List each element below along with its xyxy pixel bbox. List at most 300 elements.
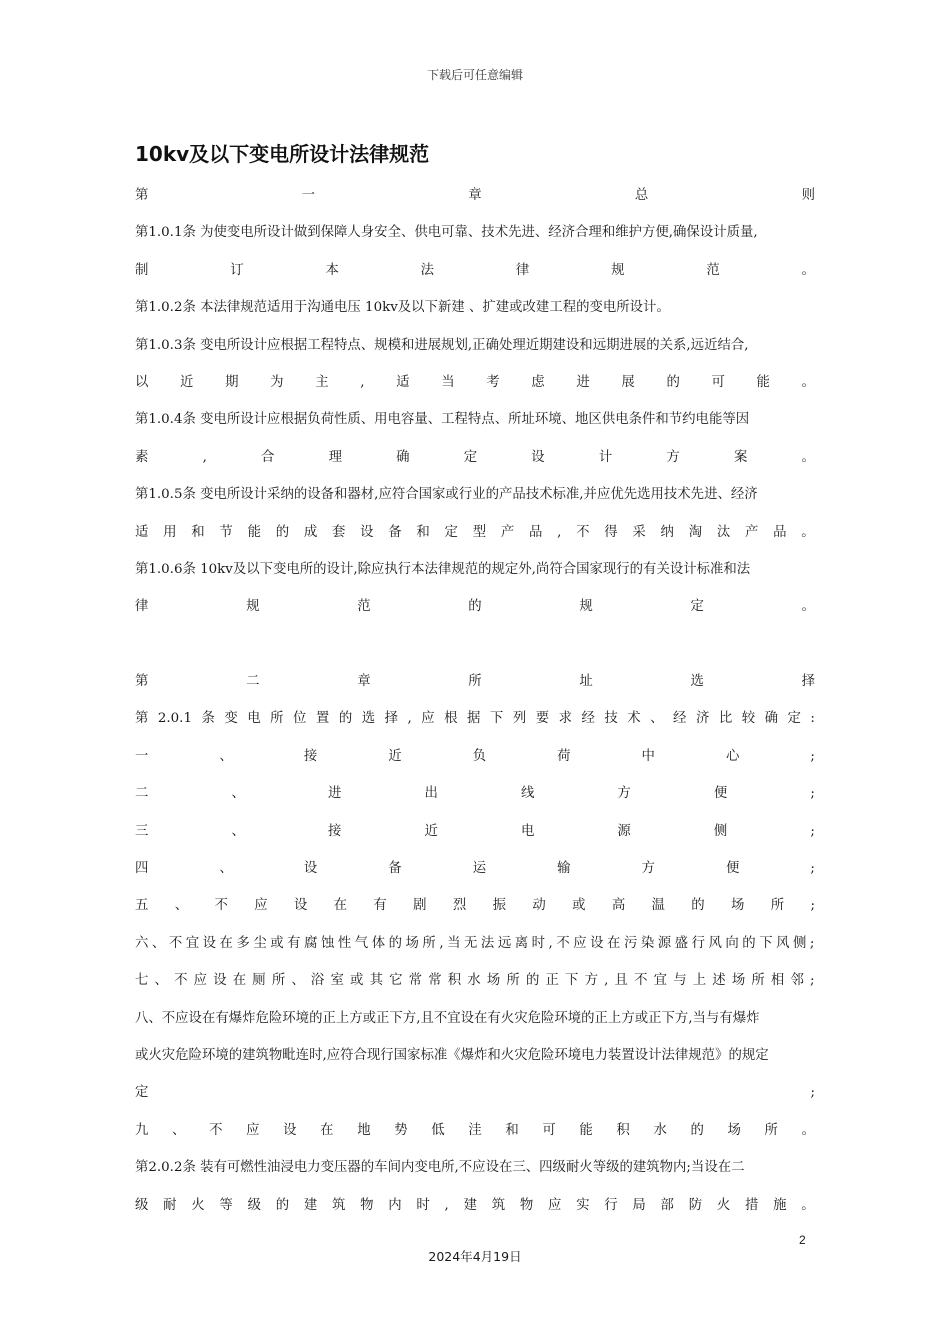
text-segment: ; bbox=[810, 973, 815, 989]
text-line bbox=[135, 367, 815, 404]
text-segment: 荷 bbox=[557, 748, 571, 764]
text-segment: 与 bbox=[673, 973, 687, 989]
text-segment: 电 bbox=[520, 823, 535, 839]
text-segment: 所 bbox=[271, 973, 286, 989]
text-segment: 物 bbox=[360, 1197, 374, 1213]
text-segment: 纳 bbox=[660, 524, 674, 540]
text-segment: 方 bbox=[641, 861, 655, 877]
text-segment: 品 bbox=[773, 524, 787, 540]
text-segment: 当 bbox=[447, 935, 461, 951]
text-segment: 总 bbox=[634, 188, 649, 203]
text-line: 第1.0.5条 变电所设计采纳的设备和器材,应符合国家或行业的产品技术标准,并应优先选用技术先进、经济 bbox=[135, 487, 758, 503]
text-segment: 和 bbox=[505, 1122, 519, 1138]
text-segment: 腐 bbox=[304, 935, 318, 951]
text-segment: 不 bbox=[174, 973, 188, 989]
text-segment: 性 bbox=[337, 935, 352, 951]
text-segment: 应 bbox=[246, 1122, 260, 1138]
text-segment: 下 bbox=[565, 973, 579, 989]
text-segment: 选 bbox=[361, 711, 376, 727]
text-segment: 行 bbox=[691, 935, 705, 951]
text-segment: 低 bbox=[431, 1122, 445, 1138]
text-segment: 淘 bbox=[688, 524, 703, 540]
text-segment: 防 bbox=[688, 1197, 703, 1213]
text-segment: 染 bbox=[640, 935, 655, 951]
text-segment: 所 bbox=[506, 973, 520, 989]
text-segment: 、 bbox=[291, 973, 305, 989]
text-segment: 水 bbox=[653, 1122, 667, 1138]
text-segment: , bbox=[360, 374, 365, 390]
text-segment: 、 bbox=[174, 898, 189, 914]
text-segment: 侧 bbox=[793, 935, 807, 951]
text-segment: 可 bbox=[542, 1122, 556, 1138]
text-segment: 成 bbox=[303, 524, 318, 540]
text-segment: 。 bbox=[801, 524, 815, 540]
text-segment: 向 bbox=[725, 935, 739, 951]
text-segment: 二 bbox=[135, 786, 149, 802]
page-header: 下载后可任意编辑 bbox=[426, 68, 523, 82]
text-segment: 节 bbox=[219, 524, 233, 540]
text-segment: 耐 bbox=[163, 1197, 177, 1213]
text-segment: 第 bbox=[135, 188, 149, 203]
text-segment: 术 bbox=[627, 711, 641, 727]
text-line: 第1.0.6条 10kv及以下变电所的设计,除应执行本法律规范的规定外,尚符合国家现行的有关设计标准和法 bbox=[135, 561, 751, 577]
text-segment: 考 bbox=[486, 374, 500, 390]
text-segment: 积 bbox=[616, 1122, 630, 1138]
text-segment: 势 bbox=[394, 1122, 408, 1138]
text-segment: 常 bbox=[408, 973, 423, 989]
text-segment: 不 bbox=[556, 935, 570, 951]
text-segment: 离 bbox=[514, 935, 529, 951]
text-segment: 定 bbox=[135, 1085, 149, 1101]
text-segment: 品 bbox=[528, 524, 543, 540]
text-segment: 接 bbox=[303, 748, 318, 764]
text-segment: 室 bbox=[330, 973, 344, 989]
text-segment: 常 bbox=[428, 973, 442, 989]
text-segment: 场 bbox=[727, 1122, 741, 1138]
text-line: 八、不应设在有爆炸危险环境的正上方或正下方,且不宜设在有火灾危险环境的正上方或正下方,当与有爆炸 bbox=[135, 1010, 760, 1026]
text-segment: 一 bbox=[301, 188, 316, 203]
text-segment: 定 bbox=[444, 524, 458, 540]
text-segment: 较 bbox=[741, 711, 756, 727]
text-segment: ; bbox=[810, 861, 815, 877]
text-segment: 洼 bbox=[468, 1122, 482, 1138]
text-segment: 六 bbox=[135, 935, 149, 951]
text-segment: ; bbox=[809, 935, 815, 951]
text-segment: 所 bbox=[468, 674, 482, 690]
text-segment: 运 bbox=[472, 861, 487, 877]
text-segment: 行 bbox=[604, 1197, 618, 1213]
text-segment: 和 bbox=[416, 524, 430, 540]
text-segment: 时 bbox=[416, 1197, 430, 1213]
text-segment: 用 bbox=[163, 524, 177, 540]
text-line bbox=[135, 778, 815, 815]
text-segment: 合 bbox=[261, 449, 275, 465]
text-segment: 在 bbox=[607, 935, 621, 951]
text-segment: 选 bbox=[690, 674, 704, 690]
text-segment: , bbox=[444, 1197, 449, 1213]
text-segment: 所 bbox=[770, 898, 785, 914]
text-segment: , bbox=[548, 935, 553, 951]
text-segment: 四 bbox=[135, 861, 149, 877]
text-segment: 盛 bbox=[674, 935, 689, 951]
text-segment: 筑 bbox=[491, 1197, 506, 1213]
text-segment: 电 bbox=[247, 711, 261, 727]
text-segment: 上 bbox=[692, 973, 707, 989]
text-segment: 为 bbox=[270, 374, 284, 390]
text-segment: 备 bbox=[388, 524, 402, 540]
text-segment: 下 bbox=[489, 711, 504, 727]
text-segment: 设 bbox=[293, 898, 308, 914]
text-segment: 、 bbox=[151, 935, 166, 951]
text-segment: 章 bbox=[357, 674, 371, 690]
text-segment: 律 bbox=[135, 599, 149, 615]
text-segment: 宜 bbox=[185, 935, 200, 951]
text-segment: 在 bbox=[232, 973, 247, 989]
text-segment: 一 bbox=[135, 748, 149, 764]
text-segment: 邻 bbox=[790, 973, 804, 989]
text-segment: 建 bbox=[303, 1197, 318, 1213]
text-segment: 。 bbox=[801, 599, 815, 615]
text-segment: 且 bbox=[614, 973, 628, 989]
text-segment: 五 bbox=[135, 898, 149, 914]
text-segment: 择 bbox=[384, 711, 398, 727]
text-segment: 蚀 bbox=[320, 935, 335, 951]
text-segment: 地 bbox=[357, 1122, 371, 1138]
text-segment: 在 bbox=[333, 898, 348, 914]
document-title: 10kv及以下变电所设计法律规范 bbox=[135, 142, 430, 166]
text-segment: 负 bbox=[472, 748, 487, 764]
text-segment: 本 bbox=[325, 262, 339, 278]
text-segment: 心 bbox=[725, 748, 740, 764]
text-segment: 多 bbox=[236, 935, 250, 951]
text-segment: 规 bbox=[246, 599, 260, 615]
text-segment: 、 bbox=[154, 973, 168, 989]
text-segment: 规 bbox=[611, 262, 625, 278]
text-segment: 不 bbox=[168, 935, 183, 951]
text-segment: 浴 bbox=[310, 973, 325, 989]
text-segment: 择 bbox=[801, 674, 815, 690]
text-segment: 级 bbox=[247, 1197, 261, 1213]
text-segment: 所 bbox=[422, 935, 436, 951]
text-segment: 计 bbox=[598, 449, 613, 465]
text-segment: 确 bbox=[396, 449, 410, 465]
text-segment: 它 bbox=[389, 973, 403, 989]
text-segment: 可 bbox=[711, 374, 725, 390]
text-segment: 施 bbox=[773, 1197, 787, 1213]
text-segment: 当 bbox=[441, 374, 455, 390]
text-segment: 其 bbox=[369, 973, 383, 989]
text-segment: 局 bbox=[632, 1197, 646, 1213]
text-segment: 厕 bbox=[252, 973, 266, 989]
text-segment: 在 bbox=[320, 1122, 334, 1138]
text-segment: 设 bbox=[213, 973, 227, 989]
text-segment: 不 bbox=[214, 898, 228, 914]
text-segment: 汰 bbox=[716, 524, 731, 540]
text-segment: 的 bbox=[338, 711, 353, 727]
text-line bbox=[135, 703, 815, 740]
text-segment: 或 bbox=[270, 935, 284, 951]
text-segment: 二 bbox=[246, 674, 260, 690]
text-segment: 不 bbox=[576, 524, 590, 540]
text-segment: 远 bbox=[497, 935, 512, 951]
text-segment: 应 bbox=[573, 935, 587, 951]
text-segment: 措 bbox=[744, 1197, 759, 1213]
text-segment: 、 bbox=[219, 748, 233, 764]
text-segment: 相 bbox=[770, 973, 785, 989]
text-segment: 采 bbox=[632, 524, 646, 540]
blank-line bbox=[135, 629, 815, 666]
text-segment: 的 bbox=[690, 1122, 704, 1138]
text-segment: 场 bbox=[731, 898, 745, 914]
text-line bbox=[135, 442, 815, 479]
text-segment: 积 bbox=[447, 973, 462, 989]
text-segment: 产 bbox=[500, 524, 515, 540]
text-line bbox=[135, 928, 815, 965]
text-segment: 风 bbox=[708, 935, 722, 951]
text-segment: 进 bbox=[327, 786, 342, 802]
text-line bbox=[135, 517, 815, 554]
text-segment: 源 bbox=[617, 823, 631, 839]
text-segment: 烈 bbox=[452, 898, 467, 914]
text-segment: 能 bbox=[756, 374, 770, 390]
text-segment: 污 bbox=[623, 935, 638, 951]
text-segment: 三 bbox=[135, 823, 149, 839]
text-segment: 制 bbox=[135, 262, 149, 278]
text-segment: 所 bbox=[270, 711, 284, 727]
text-segment: 第 bbox=[135, 674, 149, 690]
text-segment: 适 bbox=[396, 374, 410, 390]
text-segment: 的 bbox=[666, 374, 680, 390]
text-line bbox=[135, 180, 815, 217]
text-segment: 中 bbox=[641, 748, 655, 764]
text-segment: 正 bbox=[545, 973, 559, 989]
text-segment: ; bbox=[810, 786, 815, 802]
text-segment: ; bbox=[810, 1085, 815, 1101]
text-segment: 、 bbox=[172, 1122, 186, 1138]
text-segment: 线 bbox=[520, 786, 535, 802]
text-segment: 展 bbox=[621, 374, 635, 390]
text-segment: 。 bbox=[801, 262, 815, 278]
text-segment: 位 bbox=[293, 711, 307, 727]
text-segment: 设 bbox=[531, 449, 545, 465]
text-segment: 比 bbox=[718, 711, 733, 727]
text-segment: , bbox=[604, 973, 609, 989]
text-segment: 、 bbox=[231, 823, 245, 839]
text-line bbox=[135, 965, 815, 1002]
text-segment: 虑 bbox=[531, 374, 545, 390]
text-line bbox=[135, 853, 815, 890]
text-segment: 。 bbox=[801, 449, 815, 465]
text-segment: 订 bbox=[230, 262, 244, 278]
text-segment: 的 bbox=[275, 524, 290, 540]
text-segment: 风 bbox=[776, 935, 790, 951]
text-segment: 素 bbox=[135, 449, 149, 465]
text-segment: , bbox=[439, 935, 444, 951]
text-segment: 应 bbox=[193, 973, 208, 989]
text-segment: 有 bbox=[287, 935, 301, 951]
text-segment: 的 bbox=[525, 973, 540, 989]
text-segment: 律 bbox=[515, 262, 530, 278]
text-segment: 出 bbox=[424, 786, 438, 802]
text-segment: 章 bbox=[468, 188, 482, 203]
text-segment: 的 bbox=[742, 935, 756, 951]
text-segment: 确 bbox=[764, 711, 778, 727]
text-segment: 近 bbox=[424, 823, 438, 839]
text-segment: 剧 bbox=[413, 898, 427, 914]
text-segment: 第 bbox=[135, 711, 149, 727]
text-segment: 能 bbox=[247, 524, 261, 540]
text-segment: 不 bbox=[209, 1122, 223, 1138]
text-segment: 址 bbox=[579, 674, 593, 690]
text-segment: , bbox=[407, 711, 412, 727]
text-segment: 源 bbox=[657, 935, 672, 951]
text-segment: 范 bbox=[706, 262, 720, 278]
text-segment: ; bbox=[810, 748, 815, 764]
text-segment: 法 bbox=[480, 935, 495, 951]
text-segment: ; bbox=[810, 898, 815, 914]
text-segment: 七 bbox=[135, 973, 149, 989]
text-segment: 输 bbox=[557, 861, 571, 877]
text-segment: 等 bbox=[219, 1197, 233, 1213]
text-segment: 期 bbox=[225, 374, 239, 390]
text-segment: 应 bbox=[421, 711, 435, 727]
text-segment: 经 bbox=[673, 711, 687, 727]
text-segment: 适 bbox=[135, 524, 149, 540]
text-segment: 实 bbox=[576, 1197, 590, 1213]
text-line bbox=[135, 890, 815, 927]
text-line: 第1.0.2条 本法律规范适用于沟通电压 10kv及以下新建 、扩建或改建工程的变电所设计。 bbox=[135, 300, 670, 316]
text-segment: : bbox=[810, 711, 815, 727]
text-segment: 近 bbox=[180, 374, 194, 390]
text-segment: 筑 bbox=[331, 1197, 346, 1213]
text-segment: 、 bbox=[219, 861, 233, 877]
text-segment: 2.0.1 bbox=[157, 711, 192, 727]
text-segment: 所 bbox=[764, 1122, 778, 1138]
text-line: 第1.0.1条 为使变电所设计做到保障人身安全、供电可靠、技术先进、经济合理和维护方便,确保设计质量, bbox=[135, 225, 758, 241]
text-segment: , bbox=[202, 449, 207, 465]
text-segment: 求 bbox=[558, 711, 572, 727]
text-line bbox=[135, 666, 815, 703]
text-segment: 火 bbox=[716, 1197, 731, 1213]
text-segment: 体 bbox=[371, 935, 386, 951]
text-segment: 时 bbox=[531, 935, 546, 951]
text-segment: 的 bbox=[275, 1197, 290, 1213]
text-segment: 案 bbox=[733, 449, 748, 465]
text-segment: 无 bbox=[464, 935, 478, 951]
document-body bbox=[135, 180, 815, 1227]
text-segment: 型 bbox=[472, 524, 487, 540]
text-segment: 有 bbox=[373, 898, 387, 914]
text-segment: 经 bbox=[581, 711, 595, 727]
text-segment: 和 bbox=[191, 524, 205, 540]
text-segment: 能 bbox=[579, 1122, 593, 1138]
text-segment: 或 bbox=[350, 973, 364, 989]
text-segment: 场 bbox=[731, 973, 746, 989]
text-segment: 内 bbox=[388, 1197, 402, 1213]
text-segment: 动 bbox=[532, 898, 546, 914]
footer-date: 2024年4月19日 bbox=[428, 1249, 522, 1264]
text-segment: 主 bbox=[315, 374, 329, 390]
text-segment: 设 bbox=[590, 935, 604, 951]
text-segment: 火 bbox=[191, 1197, 205, 1213]
text-segment: 。 bbox=[801, 1197, 815, 1213]
text-segment: 。 bbox=[801, 1122, 815, 1138]
text-segment: 法 bbox=[420, 262, 435, 278]
text-segment: , bbox=[557, 524, 562, 540]
text-segment: 据 bbox=[467, 711, 481, 727]
text-segment: 水 bbox=[467, 973, 481, 989]
text-line: 第2.0.2条 装有可燃性油浸电力变压器的车间内变电所,不应设在三、四级耐火等级的建筑物内;当设在二 bbox=[135, 1160, 745, 1176]
text-segment: 置 bbox=[315, 711, 330, 727]
text-segment: 场 bbox=[405, 935, 419, 951]
text-segment: 高 bbox=[611, 898, 626, 914]
text-segment: 级 bbox=[135, 1197, 149, 1213]
text-segment: 套 bbox=[331, 524, 346, 540]
text-line bbox=[135, 816, 815, 853]
text-line: 第1.0.4条 变电所设计应根据负荷性质、用电容量、工程特点、所址环境、地区供电条件和节约电能等因 bbox=[135, 412, 750, 428]
text-segment: 条 bbox=[201, 711, 215, 727]
text-segment: 定 bbox=[690, 599, 704, 615]
text-segment: 技 bbox=[604, 711, 618, 727]
text-segment: 范 bbox=[357, 599, 371, 615]
text-segment: 理 bbox=[328, 449, 342, 465]
text-segment: 接 bbox=[327, 823, 342, 839]
page-number: 2 bbox=[799, 1233, 806, 1247]
text-segment: 变 bbox=[224, 711, 238, 727]
text-line: 或火灾危险环境的建筑物毗连时,应符合现行国家标准《爆炸和火灾危险环境电力装置设计法律规范》的规定 bbox=[135, 1047, 769, 1063]
text-segment: 定 bbox=[787, 711, 801, 727]
text-segment: 方 bbox=[666, 449, 680, 465]
text-segment: 在 bbox=[219, 935, 233, 951]
text-segment: 。 bbox=[801, 374, 815, 390]
text-segment: 备 bbox=[388, 861, 402, 877]
text-segment: ; bbox=[810, 823, 815, 839]
text-segment: 部 bbox=[660, 1197, 674, 1213]
text-line bbox=[135, 591, 815, 628]
text-segment: 得 bbox=[604, 524, 618, 540]
text-segment: 列 bbox=[512, 711, 527, 727]
text-segment: 温 bbox=[651, 898, 665, 914]
text-segment: 根 bbox=[444, 711, 458, 727]
text-line bbox=[135, 1115, 815, 1152]
text-segment: 宜 bbox=[653, 973, 668, 989]
text-segment: 物 bbox=[519, 1197, 534, 1213]
text-segment: 济 bbox=[695, 711, 710, 727]
text-segment: 要 bbox=[535, 711, 550, 727]
text-segment: 设 bbox=[360, 524, 374, 540]
text-segment: 产 bbox=[744, 524, 759, 540]
text-segment: 场 bbox=[486, 973, 501, 989]
text-segment: 的 bbox=[388, 935, 402, 951]
text-segment: 进 bbox=[576, 374, 590, 390]
text-segment: 振 bbox=[492, 898, 506, 914]
text-segment: 便 bbox=[713, 786, 728, 802]
text-segment: 便 bbox=[725, 861, 740, 877]
text-segment: 设 bbox=[303, 861, 318, 877]
text-segment: 述 bbox=[712, 973, 726, 989]
text-segment: 近 bbox=[388, 748, 402, 764]
text-line bbox=[135, 255, 815, 292]
text-segment: 下 bbox=[759, 935, 773, 951]
text-segment: 应 bbox=[547, 1197, 562, 1213]
text-line: 第1.0.3条 变电所设计应根据工程特点、规模和进展规划,正确处理近期建设和远期进展的关系,远近结合, bbox=[135, 337, 749, 353]
text-segment: 以 bbox=[135, 374, 149, 390]
text-segment: 或 bbox=[572, 898, 586, 914]
text-segment: 的 bbox=[691, 898, 705, 914]
text-segment: 、 bbox=[650, 711, 664, 727]
text-segment: 规 bbox=[579, 599, 593, 615]
text-segment: 尘 bbox=[253, 935, 267, 951]
